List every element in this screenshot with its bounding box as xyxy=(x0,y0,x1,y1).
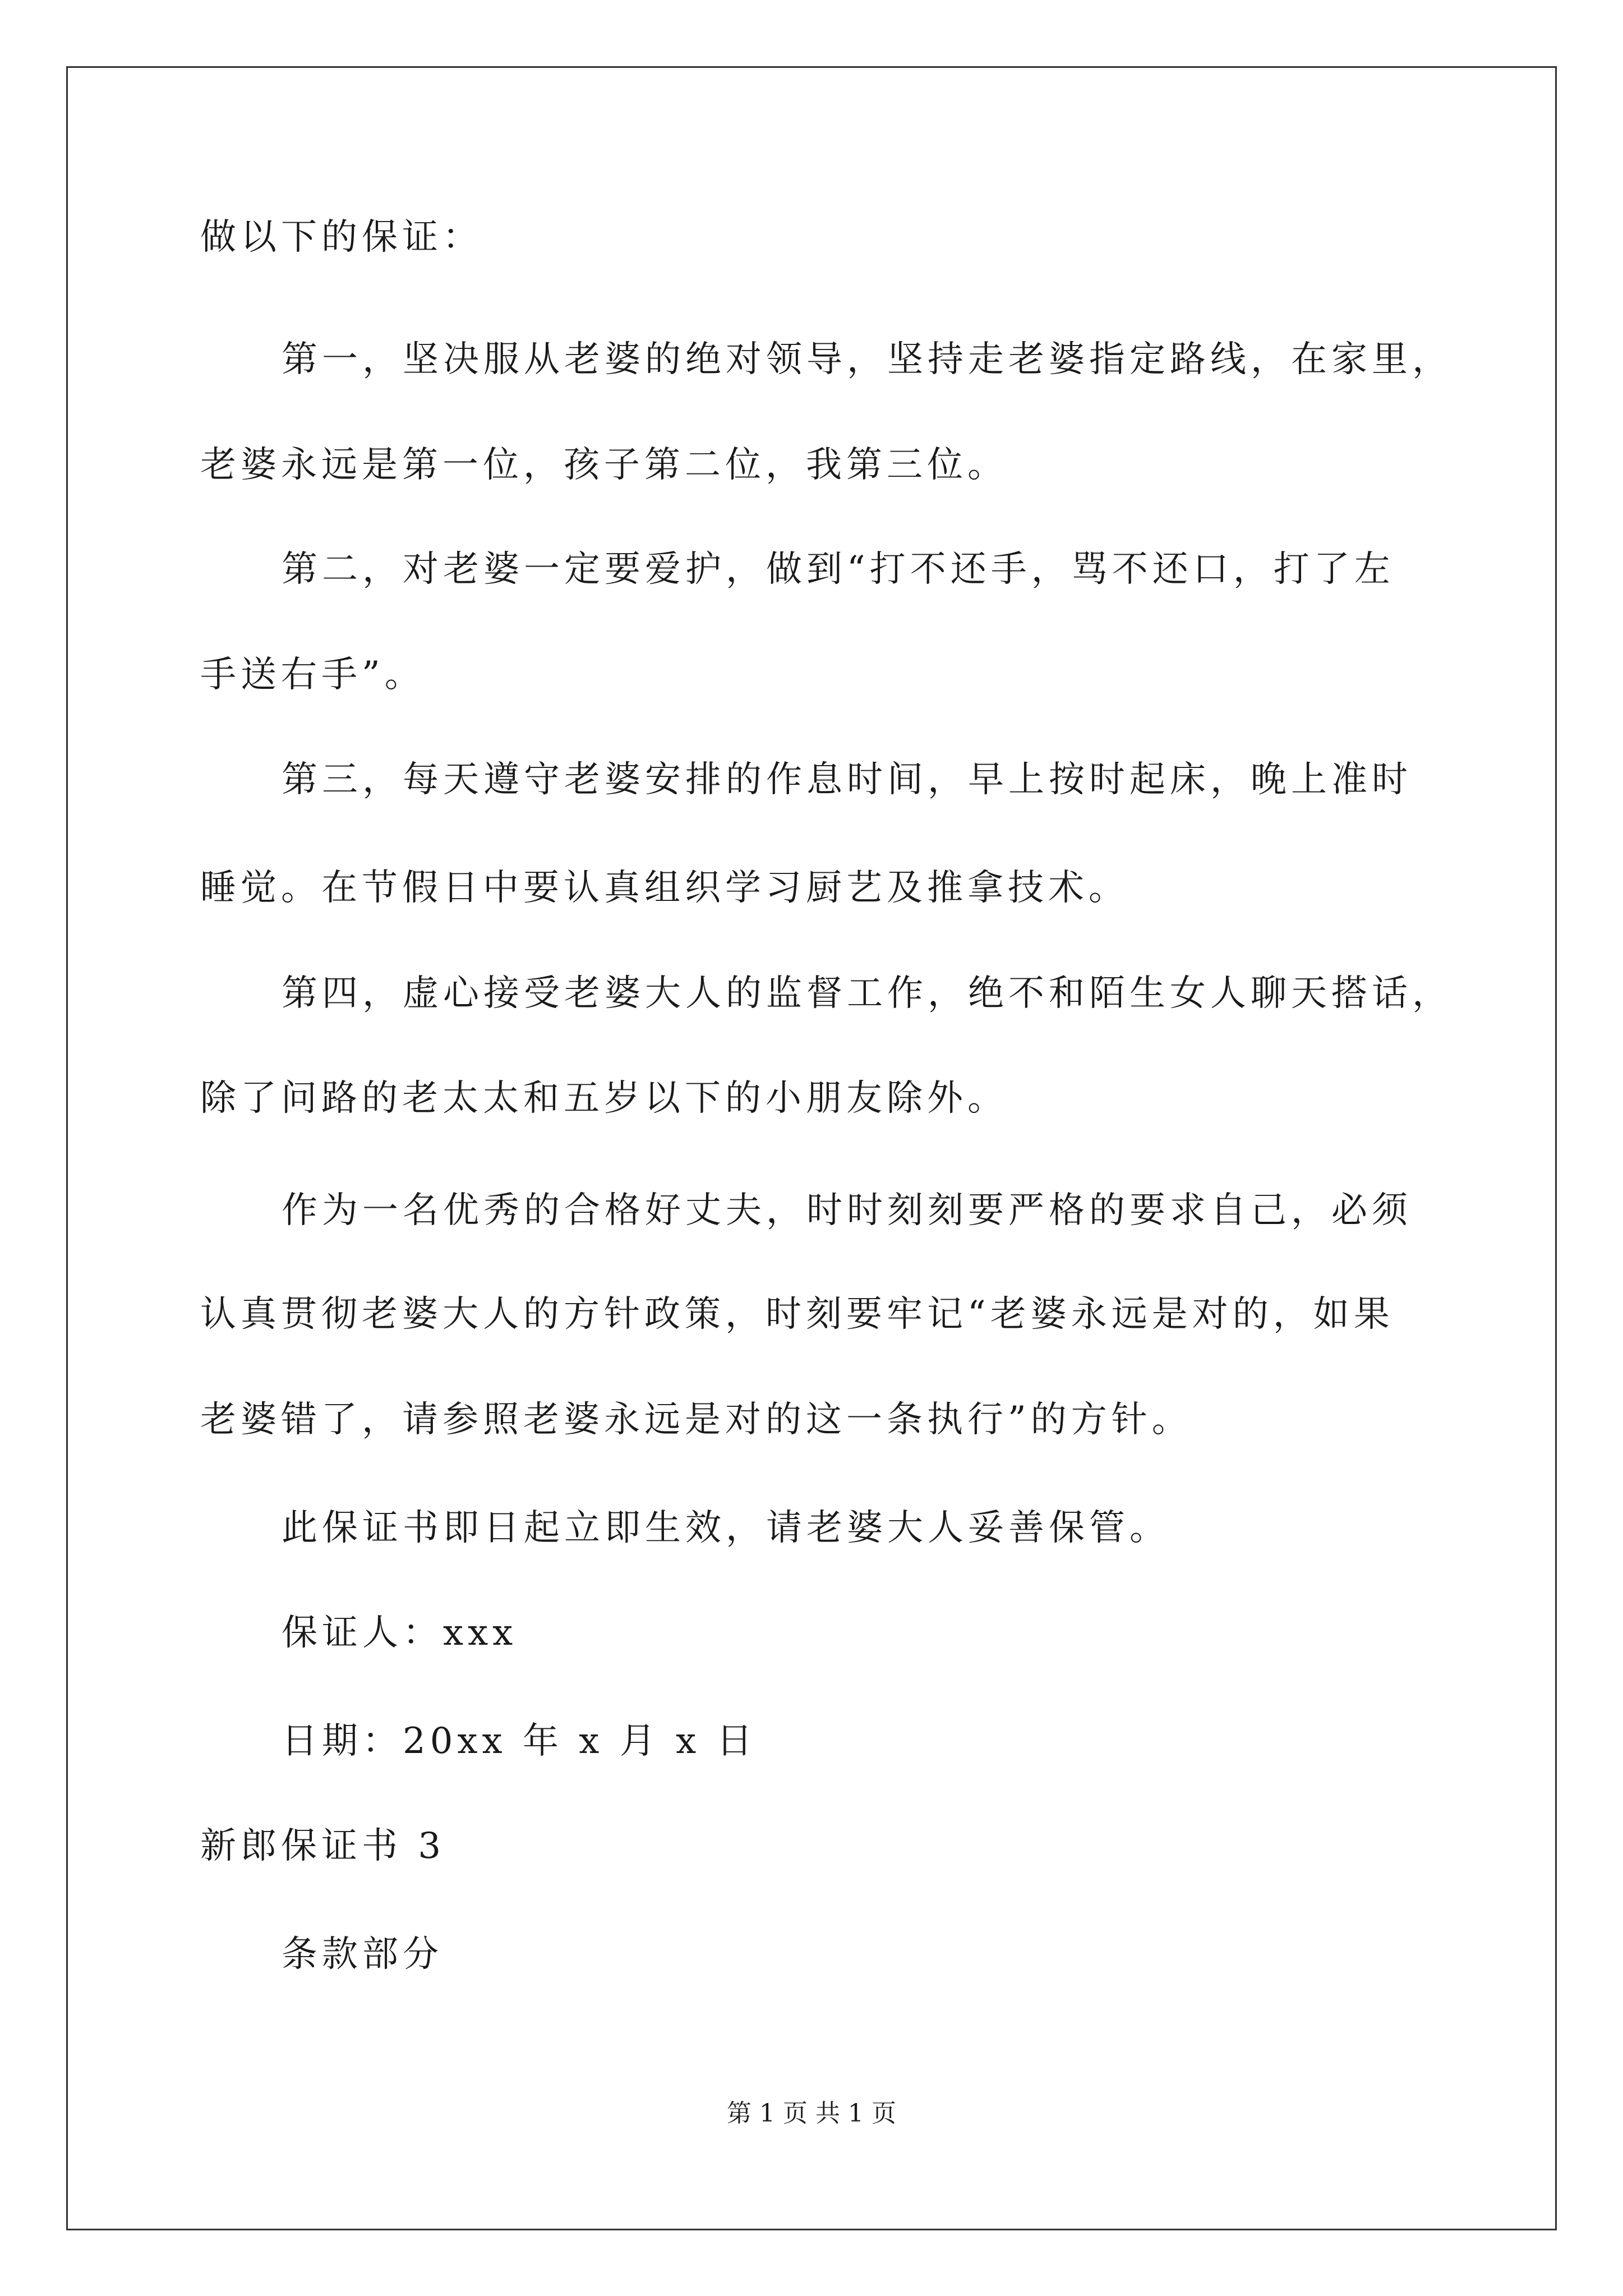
text-line: 认真贯彻老婆大人的方针政策，时刻要牢记“老婆永远是对的，如果 xyxy=(200,1294,1394,1335)
section-heading: 新郎保证书 3 xyxy=(200,1825,446,1867)
date-line: 日期：20xx 年 x 月 x 日 xyxy=(282,1720,757,1762)
text-line: 此保证书即日起立即生效，请老婆大人妥善保管。 xyxy=(282,1507,1170,1549)
text-line: 第一，坚决服从老婆的绝对领导，坚持走老婆指定路线，在家里， xyxy=(282,339,1453,380)
text-line: 做以下的保证： xyxy=(200,217,483,258)
text-line: 手送右手”。 xyxy=(200,654,425,696)
text-line: 老婆错了，请参照老婆永远是对的这一条执行”的方针。 xyxy=(200,1399,1192,1441)
text-line: 第三，每天遵守老婆安排的作息时间，早上按时起床，晚上准时 xyxy=(282,759,1412,800)
signer-line: 保证人：xxx xyxy=(282,1612,518,1654)
text-line: 老婆永远是第一位，孩子第二位，我第三位。 xyxy=(200,444,1008,486)
text-line: 睡觉。在节假日中要认真组织学习厨艺及推拿技术。 xyxy=(200,867,1129,909)
text-line: 除了问路的老太太和五岁以下的小朋友除外。 xyxy=(200,1078,1008,1119)
text-line: 第四，虚心接受老婆大人的监督工作，绝不和陌生女人聊天搭话， xyxy=(282,973,1453,1014)
text-line: 第二，对老婆一定要爱护，做到“打不还手，骂不还口，打了左 xyxy=(282,549,1395,590)
page-footer: 第 1 页 共 1 页 xyxy=(727,2099,896,2128)
page-frame xyxy=(66,66,1557,2230)
text-line: 作为一名优秀的合格好丈夫，时时刻刻要严格的要求自己，必须 xyxy=(282,1190,1412,1231)
subsection-heading: 条款部分 xyxy=(282,1934,443,1975)
